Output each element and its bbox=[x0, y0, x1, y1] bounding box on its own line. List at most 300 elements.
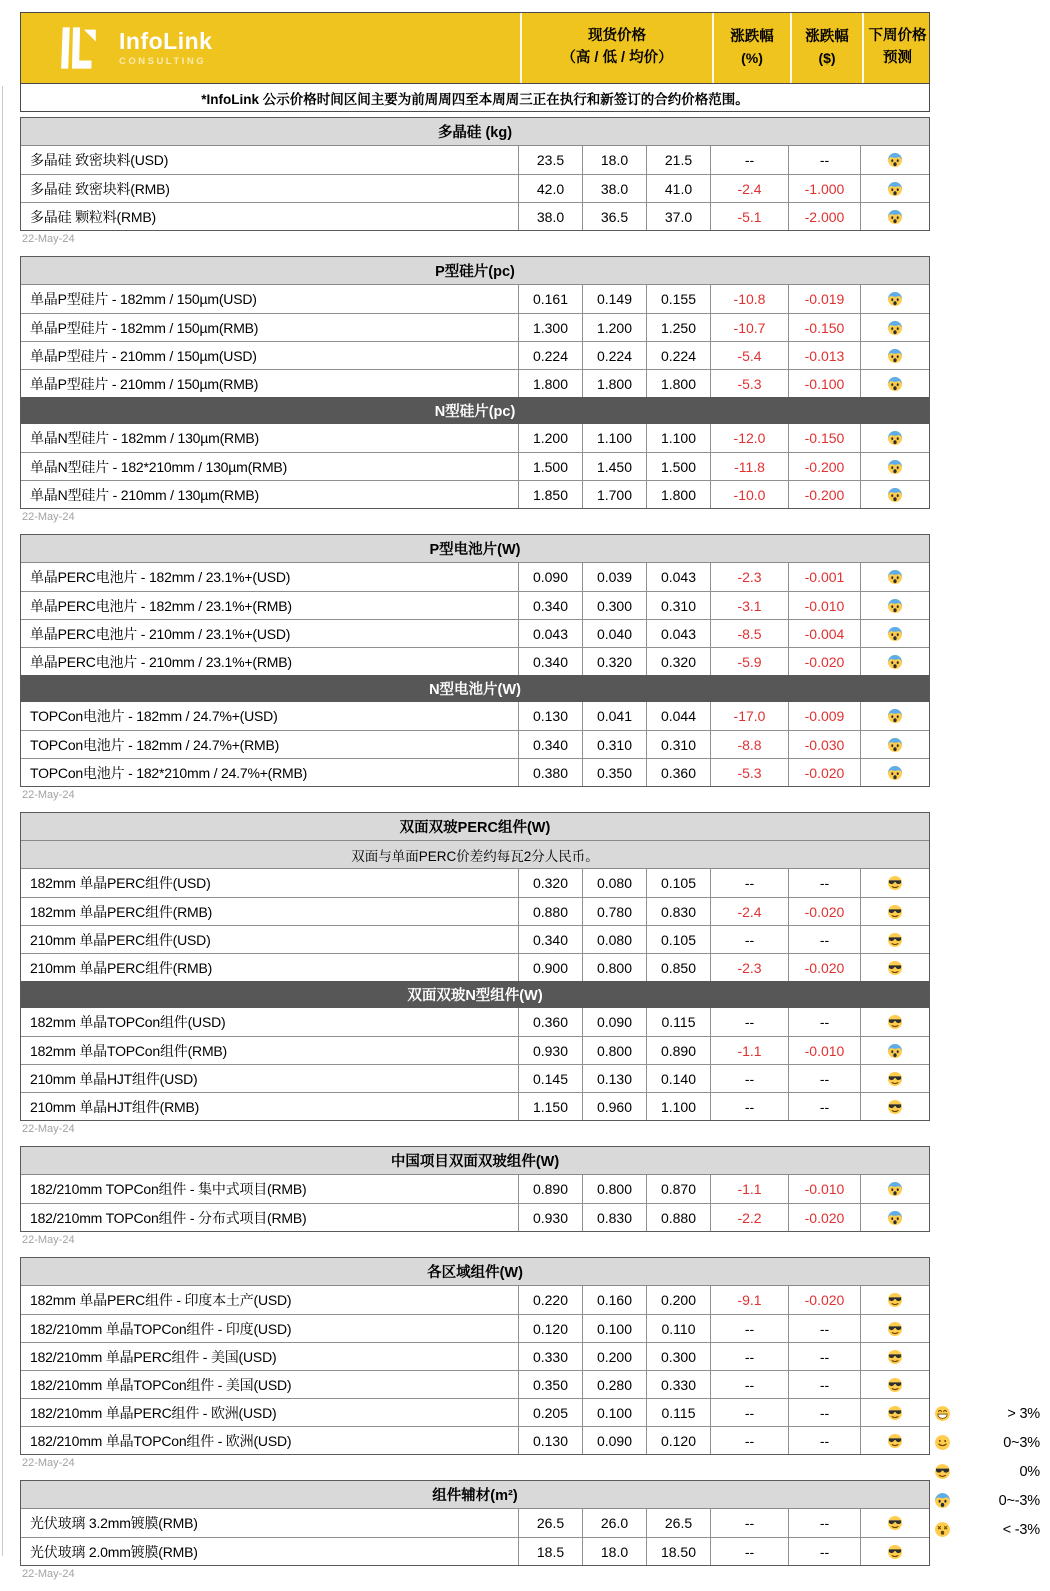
price-low: 0.300 bbox=[582, 592, 646, 619]
forecast-label-line2: 预测 bbox=[883, 50, 912, 66]
price-row bbox=[21, 1426, 929, 1454]
price-avg: 1.100 bbox=[646, 1093, 710, 1120]
change-pct: -5.4 bbox=[710, 342, 788, 369]
forecast-cool-icon bbox=[860, 1427, 929, 1454]
price-high: 0.330 bbox=[518, 1343, 582, 1370]
price-avg: 0.224 bbox=[646, 342, 710, 369]
change-pct: -9.1 bbox=[710, 1286, 788, 1314]
price-block bbox=[20, 1257, 930, 1455]
change-usd: -0.020 bbox=[788, 954, 860, 981]
price-block bbox=[20, 812, 930, 1121]
product-label: 182/210mm 单晶TOPCon组件 - 美国(USD) bbox=[30, 1376, 292, 1393]
section-header: 多晶硅 (kg) bbox=[21, 118, 929, 146]
price-block bbox=[20, 534, 930, 787]
legend-label: < -3% bbox=[1002, 1521, 1040, 1538]
price-avg: 1.500 bbox=[646, 453, 710, 480]
column-header-change-usd bbox=[790, 13, 862, 83]
change-usd: -0.009 bbox=[788, 702, 860, 730]
change-pct: -10.8 bbox=[710, 285, 788, 313]
price-low: 26.0 bbox=[582, 1509, 646, 1537]
forecast-cool-icon bbox=[860, 1399, 929, 1426]
price-high: 26.5 bbox=[518, 1509, 582, 1537]
price-avg: 0.310 bbox=[646, 592, 710, 619]
price-row bbox=[21, 1509, 929, 1537]
product-label: 单晶N型硅片 - 182mm / 130µm(RMB) bbox=[30, 430, 260, 446]
forecast-cool-icon bbox=[860, 926, 929, 953]
change-usd: -- bbox=[788, 1343, 860, 1370]
change-usd: -0.010 bbox=[788, 1175, 860, 1203]
price-row bbox=[21, 1370, 929, 1398]
price-row bbox=[21, 1342, 929, 1370]
product-label: 182/210mm 单晶TOPCon组件 - 欧洲(USD) bbox=[30, 1432, 292, 1449]
price-row bbox=[21, 563, 929, 591]
brand-subtitle: CONSULTING bbox=[119, 55, 207, 67]
price-avg: 0.044 bbox=[646, 702, 710, 730]
block-date: 22-May-24 bbox=[22, 789, 75, 801]
price-avg: 0.880 bbox=[646, 1204, 710, 1231]
forecast-scream-icon bbox=[860, 1175, 929, 1203]
product-label: 182mm 单晶PERC组件 - 印度本土产(USD) bbox=[30, 1292, 292, 1308]
price-low: 0.800 bbox=[582, 1037, 646, 1064]
price-high: 1.150 bbox=[518, 1093, 582, 1120]
product-label: 单晶N型硅片 - 182*210mm / 130µm(RMB) bbox=[30, 458, 288, 475]
forecast-cool-icon bbox=[860, 1065, 929, 1092]
product-label: 182/210mm TOPCon组件 - 集中式项目(RMB) bbox=[30, 1181, 307, 1197]
price-block bbox=[20, 1146, 930, 1232]
price-row bbox=[21, 174, 929, 202]
forecast-legend bbox=[934, 1399, 1040, 1544]
legend-item bbox=[934, 1486, 1040, 1515]
change-usd: -0.001 bbox=[788, 563, 860, 591]
change-pct: -- bbox=[710, 1509, 788, 1537]
forecast-scream-icon bbox=[860, 285, 929, 313]
change-usd: -0.013 bbox=[788, 342, 860, 369]
price-low: 0.280 bbox=[582, 1371, 646, 1398]
price-row bbox=[21, 1398, 929, 1426]
forecast-scream-icon bbox=[860, 759, 929, 786]
legend-smile-icon bbox=[934, 1434, 958, 1451]
change-pct: -5.1 bbox=[710, 203, 788, 230]
product-label: 210mm 单晶HJT组件(RMB) bbox=[30, 1098, 200, 1115]
forecast-cool-icon bbox=[860, 954, 929, 981]
change-pct: -8.5 bbox=[710, 620, 788, 647]
change-pct-label: 涨跌幅 bbox=[730, 28, 774, 45]
product-label: TOPCon电池片 - 182mm / 24.7%+(RMB) bbox=[30, 736, 280, 753]
change-pct: -10.7 bbox=[710, 314, 788, 341]
price-avg: 0.043 bbox=[646, 563, 710, 591]
price-row bbox=[21, 925, 929, 953]
price-low: 0.080 bbox=[582, 926, 646, 953]
price-low: 38.0 bbox=[582, 175, 646, 202]
product-label: 单晶PERC电池片 - 210mm / 23.1%+(USD) bbox=[30, 625, 291, 642]
change-usd: -0.030 bbox=[788, 731, 860, 758]
change-usd: -0.019 bbox=[788, 285, 860, 313]
change-usd: -0.200 bbox=[788, 481, 860, 508]
price-avg: 0.830 bbox=[646, 898, 710, 925]
price-high: 0.890 bbox=[518, 1175, 582, 1203]
price-avg: 37.0 bbox=[646, 203, 710, 230]
price-high: 0.900 bbox=[518, 954, 582, 981]
legend-item bbox=[934, 1515, 1040, 1544]
price-low: 0.830 bbox=[582, 1204, 646, 1231]
price-avg: 1.800 bbox=[646, 370, 710, 397]
change-usd: -- bbox=[788, 926, 860, 953]
change-pct: -12.0 bbox=[710, 424, 788, 452]
change-pct: -3.1 bbox=[710, 592, 788, 619]
forecast-scream-icon bbox=[860, 453, 929, 480]
price-high: 0.145 bbox=[518, 1065, 582, 1092]
forecast-scream-icon bbox=[860, 424, 929, 452]
price-block bbox=[20, 256, 930, 509]
forecast-scream-icon bbox=[860, 1204, 929, 1231]
change-pct: -- bbox=[710, 1399, 788, 1426]
price-avg: 1.100 bbox=[646, 424, 710, 452]
change-usd: -0.150 bbox=[788, 314, 860, 341]
section-subnote: 双面与单面PERC价差约每瓦2分人民币。 bbox=[21, 841, 929, 869]
change-usd: -- bbox=[788, 1538, 860, 1565]
forecast-scream-icon bbox=[860, 175, 929, 202]
change-pct: -2.4 bbox=[710, 898, 788, 925]
product-label: 单晶P型硅片 - 182mm / 150µm(RMB) bbox=[30, 319, 259, 336]
legend-label: 0~-3% bbox=[998, 1492, 1040, 1509]
change-usd-label: 涨跌幅 bbox=[805, 28, 849, 45]
product-label: 单晶P型硅片 - 210mm / 150µm(USD) bbox=[30, 347, 257, 364]
forecast-scream-icon bbox=[860, 146, 929, 174]
change-pct: -- bbox=[710, 1538, 788, 1565]
change-usd: -- bbox=[788, 1371, 860, 1398]
price-low: 0.100 bbox=[582, 1399, 646, 1426]
price-row bbox=[21, 1064, 929, 1092]
forecast-label-line1: 下周价格 bbox=[868, 28, 927, 45]
forecast-cool-icon bbox=[860, 869, 929, 897]
price-high: 0.380 bbox=[518, 759, 582, 786]
price-avg: 0.105 bbox=[646, 869, 710, 897]
price-high: 0.350 bbox=[518, 1371, 582, 1398]
legend-label: 0~3% bbox=[1003, 1434, 1040, 1451]
change-pct: -2.3 bbox=[710, 563, 788, 591]
price-low: 1.700 bbox=[582, 481, 646, 508]
price-high: 0.161 bbox=[518, 285, 582, 313]
price-low: 0.960 bbox=[582, 1093, 646, 1120]
forecast-scream-icon bbox=[860, 648, 929, 675]
legend-item bbox=[934, 1399, 1040, 1428]
product-label: 182mm 单晶PERC组件(USD) bbox=[30, 875, 211, 891]
price-high: 18.5 bbox=[518, 1538, 582, 1565]
section-header: 组件辅材(m²) bbox=[21, 1481, 929, 1509]
price-avg: 0.110 bbox=[646, 1315, 710, 1342]
price-avg: 0.115 bbox=[646, 1008, 710, 1036]
change-usd: -0.010 bbox=[788, 1037, 860, 1064]
change-pct-sublabel: (%) bbox=[741, 50, 763, 67]
price-low: 0.800 bbox=[582, 1175, 646, 1203]
legend-label: > 3% bbox=[1007, 1405, 1040, 1422]
change-pct: -2.3 bbox=[710, 954, 788, 981]
price-low: 0.800 bbox=[582, 954, 646, 981]
price-row bbox=[21, 619, 929, 647]
price-row bbox=[21, 647, 929, 675]
price-row bbox=[21, 869, 929, 897]
price-high: 0.120 bbox=[518, 1315, 582, 1342]
price-high: 0.043 bbox=[518, 620, 582, 647]
price-low: 0.310 bbox=[582, 731, 646, 758]
product-label: 光伏玻璃 3.2mm镀膜(RMB) bbox=[30, 1515, 198, 1531]
price-row bbox=[21, 1175, 929, 1203]
price-avg: 0.200 bbox=[646, 1286, 710, 1314]
price-high: 1.800 bbox=[518, 370, 582, 397]
product-label: 182mm 单晶PERC组件(RMB) bbox=[30, 903, 213, 920]
price-avg: 1.250 bbox=[646, 314, 710, 341]
product-label: TOPCon电池片 - 182mm / 24.7%+(USD) bbox=[30, 708, 278, 724]
legend-dizzy-icon bbox=[934, 1521, 958, 1538]
forecast-scream-icon bbox=[860, 203, 929, 230]
price-row bbox=[21, 341, 929, 369]
price-row bbox=[21, 313, 929, 341]
section-header: P型电池片(W) bbox=[21, 535, 929, 563]
change-pct: -2.4 bbox=[710, 175, 788, 202]
price-low: 0.200 bbox=[582, 1343, 646, 1370]
forecast-scream-icon bbox=[860, 620, 929, 647]
section-header: 双面双玻N型组件(W) bbox=[21, 981, 929, 1008]
price-row bbox=[21, 202, 929, 230]
product-label: 182mm 单晶TOPCon组件(USD) bbox=[30, 1014, 226, 1030]
change-usd: -- bbox=[788, 1315, 860, 1342]
legend-cool-icon bbox=[934, 1463, 958, 1480]
legend-item bbox=[934, 1428, 1040, 1457]
price-row bbox=[21, 452, 929, 480]
product-label: 182mm 单晶TOPCon组件(RMB) bbox=[30, 1042, 228, 1059]
price-row bbox=[21, 146, 929, 174]
forecast-cool-icon bbox=[860, 1093, 929, 1120]
price-high: 42.0 bbox=[518, 175, 582, 202]
price-row bbox=[21, 1203, 929, 1231]
price-avg: 0.310 bbox=[646, 731, 710, 758]
price-low: 18.0 bbox=[582, 146, 646, 174]
block-date: 22-May-24 bbox=[22, 1123, 75, 1135]
spot-price-sublabel: （高 / 低 / 均价） bbox=[561, 50, 673, 66]
price-low: 1.100 bbox=[582, 424, 646, 452]
price-avg: 0.140 bbox=[646, 1065, 710, 1092]
price-low: 36.5 bbox=[582, 203, 646, 230]
price-high: 0.340 bbox=[518, 926, 582, 953]
change-pct: -- bbox=[710, 1093, 788, 1120]
spot-price-label: 现货价格 bbox=[588, 28, 646, 45]
price-low: 0.149 bbox=[582, 285, 646, 313]
price-avg: 0.115 bbox=[646, 1399, 710, 1426]
price-block bbox=[20, 1480, 930, 1566]
price-row bbox=[21, 1092, 929, 1120]
price-row bbox=[21, 702, 929, 730]
legend-label: 0% bbox=[1019, 1463, 1040, 1480]
change-pct: -- bbox=[710, 869, 788, 897]
page-edge-line bbox=[2, 86, 3, 1556]
change-usd: -- bbox=[788, 1065, 860, 1092]
forecast-scream-icon bbox=[860, 314, 929, 341]
section-header: P型硅片(pc) bbox=[21, 257, 929, 285]
legend-item bbox=[934, 1457, 1040, 1486]
block-date: 22-May-24 bbox=[22, 1568, 75, 1580]
change-usd: -0.010 bbox=[788, 592, 860, 619]
price-avg: 26.5 bbox=[646, 1509, 710, 1537]
price-row bbox=[21, 1286, 929, 1314]
change-usd: -0.200 bbox=[788, 453, 860, 480]
price-avg: 0.850 bbox=[646, 954, 710, 981]
price-avg: 41.0 bbox=[646, 175, 710, 202]
product-label: 多晶硅 致密块料(USD) bbox=[30, 152, 169, 168]
product-label: 182/210mm 单晶TOPCon组件 - 印度(USD) bbox=[30, 1320, 292, 1337]
price-avg: 21.5 bbox=[646, 146, 710, 174]
change-usd: -- bbox=[788, 1509, 860, 1537]
legend-scream-icon bbox=[934, 1492, 958, 1509]
price-low: 0.040 bbox=[582, 620, 646, 647]
change-usd: -0.020 bbox=[788, 1286, 860, 1314]
forecast-scream-icon bbox=[860, 563, 929, 591]
price-avg: 0.155 bbox=[646, 285, 710, 313]
price-sheet bbox=[20, 12, 930, 1591]
change-pct: -11.8 bbox=[710, 453, 788, 480]
product-label: 210mm 单晶PERC组件(RMB) bbox=[30, 959, 213, 976]
change-usd: -0.020 bbox=[788, 1204, 860, 1231]
price-low: 0.780 bbox=[582, 898, 646, 925]
product-label: TOPCon电池片 - 182*210mm / 24.7%+(RMB) bbox=[30, 764, 308, 781]
product-label: 210mm 单晶PERC组件(USD) bbox=[30, 931, 211, 948]
price-high: 0.340 bbox=[518, 592, 582, 619]
change-pct: -1.1 bbox=[710, 1037, 788, 1064]
change-pct: -10.0 bbox=[710, 481, 788, 508]
price-high: 38.0 bbox=[518, 203, 582, 230]
price-row bbox=[21, 285, 929, 313]
block-date: 22-May-24 bbox=[22, 511, 75, 523]
section-header: 各区域组件(W) bbox=[21, 1258, 929, 1286]
change-pct: -5.3 bbox=[710, 759, 788, 786]
forecast-scream-icon bbox=[860, 592, 929, 619]
block-date: 22-May-24 bbox=[22, 233, 75, 245]
block-date: 22-May-24 bbox=[22, 1234, 75, 1246]
product-label: 单晶PERC电池片 - 182mm / 23.1%+(RMB) bbox=[30, 597, 292, 614]
product-label: 210mm 单晶HJT组件(USD) bbox=[30, 1070, 198, 1087]
change-pct: -1.1 bbox=[710, 1175, 788, 1203]
price-avg: 0.120 bbox=[646, 1427, 710, 1454]
price-avg: 18.50 bbox=[646, 1538, 710, 1565]
price-high: 1.300 bbox=[518, 314, 582, 341]
change-usd: -- bbox=[788, 869, 860, 897]
price-row bbox=[21, 758, 929, 786]
change-pct: -8.8 bbox=[710, 731, 788, 758]
product-label: 182/210mm 单晶PERC组件 - 欧洲(USD) bbox=[30, 1404, 277, 1421]
price-high: 0.930 bbox=[518, 1037, 582, 1064]
forecast-cool-icon bbox=[860, 898, 929, 925]
section-header: N型电池片(W) bbox=[21, 675, 929, 702]
price-row bbox=[21, 953, 929, 981]
price-low: 0.130 bbox=[582, 1065, 646, 1092]
change-pct: -- bbox=[710, 1008, 788, 1036]
price-low: 0.090 bbox=[582, 1427, 646, 1454]
forecast-scream-icon bbox=[860, 731, 929, 758]
price-high: 1.850 bbox=[518, 481, 582, 508]
price-avg: 0.043 bbox=[646, 620, 710, 647]
change-pct: -- bbox=[710, 1315, 788, 1342]
section-header: 双面双玻PERC组件(W) bbox=[21, 813, 929, 841]
price-low: 0.320 bbox=[582, 648, 646, 675]
price-high: 0.320 bbox=[518, 869, 582, 897]
price-high: 0.880 bbox=[518, 898, 582, 925]
price-row bbox=[21, 480, 929, 508]
change-pct: -17.0 bbox=[710, 702, 788, 730]
price-low: 18.0 bbox=[582, 1538, 646, 1565]
forecast-scream-icon bbox=[860, 702, 929, 730]
price-avg: 0.890 bbox=[646, 1037, 710, 1064]
price-high: 0.340 bbox=[518, 648, 582, 675]
price-low: 0.224 bbox=[582, 342, 646, 369]
product-label: 光伏玻璃 2.0mm镀膜(RMB) bbox=[30, 1543, 198, 1560]
change-usd: -0.020 bbox=[788, 648, 860, 675]
change-usd: -- bbox=[788, 146, 860, 174]
infolink-logo bbox=[21, 13, 520, 83]
price-avg: 0.320 bbox=[646, 648, 710, 675]
change-usd: -0.004 bbox=[788, 620, 860, 647]
price-avg: 0.300 bbox=[646, 1343, 710, 1370]
change-pct: -5.9 bbox=[710, 648, 788, 675]
column-header-spot-price bbox=[520, 13, 712, 83]
forecast-cool-icon bbox=[860, 1509, 929, 1537]
price-high: 1.200 bbox=[518, 424, 582, 452]
change-usd: -0.150 bbox=[788, 424, 860, 452]
table-header-banner bbox=[20, 12, 930, 84]
price-row bbox=[21, 1008, 929, 1036]
forecast-cool-icon bbox=[860, 1286, 929, 1314]
price-row bbox=[21, 424, 929, 452]
block-date: 22-May-24 bbox=[22, 1457, 75, 1469]
price-low: 0.350 bbox=[582, 759, 646, 786]
change-usd: -1.000 bbox=[788, 175, 860, 202]
change-pct: -- bbox=[710, 146, 788, 174]
product-label: 182/210mm 单晶PERC组件 - 美国(USD) bbox=[30, 1348, 277, 1365]
product-label: 单晶N型硅片 - 210mm / 130µm(RMB) bbox=[30, 486, 260, 503]
price-row bbox=[21, 1036, 929, 1064]
change-pct: -5.3 bbox=[710, 370, 788, 397]
forecast-cool-icon bbox=[860, 1371, 929, 1398]
price-avg: 0.870 bbox=[646, 1175, 710, 1203]
price-high: 0.205 bbox=[518, 1399, 582, 1426]
price-low: 0.160 bbox=[582, 1286, 646, 1314]
change-pct: -- bbox=[710, 1065, 788, 1092]
change-usd: -- bbox=[788, 1427, 860, 1454]
product-label: 单晶P型硅片 - 210mm / 150µm(RMB) bbox=[30, 375, 259, 392]
price-high: 0.090 bbox=[518, 563, 582, 591]
change-usd-sublabel: ($) bbox=[818, 50, 836, 67]
price-low: 1.200 bbox=[582, 314, 646, 341]
forecast-cool-icon bbox=[860, 1343, 929, 1370]
price-high: 0.360 bbox=[518, 1008, 582, 1036]
product-label: 单晶PERC电池片 - 210mm / 23.1%+(RMB) bbox=[30, 653, 292, 670]
change-usd: -- bbox=[788, 1093, 860, 1120]
price-high: 0.130 bbox=[518, 702, 582, 730]
section-header: 中国项目双面双玻组件(W) bbox=[21, 1147, 929, 1175]
price-high: 0.224 bbox=[518, 342, 582, 369]
brand-name: InfoLink bbox=[119, 27, 213, 54]
price-row bbox=[21, 369, 929, 397]
price-period-note: *InfoLink 公示价格时间区间主要为前周周四至本周周三正在执行和新签订的合约价格范围。 bbox=[20, 84, 930, 112]
price-high: 0.340 bbox=[518, 731, 582, 758]
forecast-cool-icon bbox=[860, 1008, 929, 1036]
section-header: N型硅片(pc) bbox=[21, 397, 929, 424]
forecast-cool-icon bbox=[860, 1315, 929, 1342]
infolink-monogram-icon bbox=[53, 22, 105, 74]
price-avg: 0.105 bbox=[646, 926, 710, 953]
forecast-scream-icon bbox=[860, 370, 929, 397]
forecast-cool-icon bbox=[860, 1538, 929, 1565]
price-high: 23.5 bbox=[518, 146, 582, 174]
price-low: 0.039 bbox=[582, 563, 646, 591]
